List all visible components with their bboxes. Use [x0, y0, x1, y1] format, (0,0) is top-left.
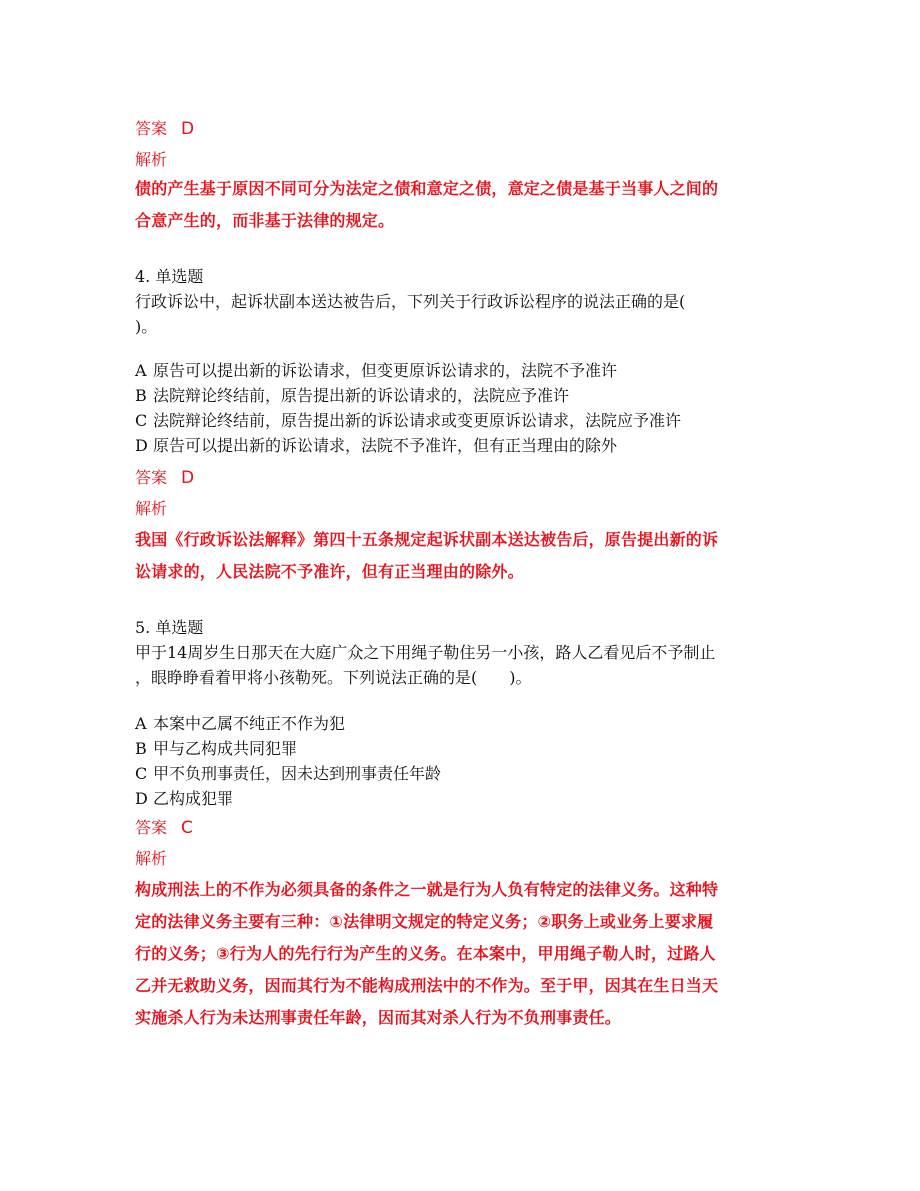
option-text: 甲不负刑事责任，因未达到刑事责任年龄	[153, 764, 442, 783]
option-a	[135, 358, 617, 381]
option-label: D	[135, 436, 148, 455]
answer-value: C	[181, 818, 193, 838]
explanation-line: 定的法律义务主要有三种：①法律明文规定的特定义务；②职务上或业务上要求履	[135, 912, 714, 931]
question-header: 4. 单选题	[135, 267, 204, 286]
question-header: 5. 单选题	[135, 618, 204, 637]
answer-value: D	[181, 119, 195, 139]
option-label: C	[135, 411, 148, 430]
explanation-line: 构成刑法上的不作为必须具备的条件之一就是行为人负有特定的法律义务。这种特	[135, 880, 719, 899]
answer-label: 答案	[135, 119, 168, 138]
option-c	[135, 761, 441, 784]
option-b	[135, 736, 297, 759]
option-d	[135, 433, 617, 456]
option-text: 乙构成犯罪	[153, 789, 234, 808]
question-stem-line: ，眼睁睁看着甲将小孩勒死。下列说法正确的是( )。	[135, 668, 532, 687]
analysis-label: 解析	[135, 849, 168, 868]
option-b	[135, 383, 569, 406]
option-c	[135, 408, 681, 431]
option-text: 原告可以提出新的诉讼请求，法院不予准许，但有正当理由的除外	[153, 436, 618, 455]
option-text: 法院辩论终结前，原告提出新的诉讼请求的，法院应予准许	[153, 386, 570, 405]
explanation-line: 债的产生基于原因不同可分为法定之债和意定之债，意定之债是基于当事人之间的	[135, 179, 719, 198]
option-label: D	[135, 789, 148, 808]
option-label: B	[135, 386, 147, 405]
option-d	[135, 786, 233, 809]
question-stem-line: 甲于14周岁生日那天在大庭广众之下用绳子勒住另一小孩，路人乙看见后不予制止	[135, 643, 716, 662]
option-label: A	[135, 361, 147, 380]
answer-label: 答案	[135, 468, 168, 487]
answer-label: 答案	[135, 818, 168, 837]
analysis-label: 解析	[135, 499, 168, 518]
answer-line	[135, 116, 194, 139]
explanation-line: 讼请求的，人民法院不予准许，但有正当理由的除外。	[135, 562, 524, 581]
option-a	[135, 711, 345, 734]
question-stem-line: 行政诉讼中，起诉状副本送达被告后，下列关于行政诉讼程序的说法正确的是(	[135, 292, 686, 311]
explanation-line: 我国《行政诉讼法解释》第四十五条规定起诉状副本送达被告后，原告提出新的诉	[135, 530, 719, 549]
option-text: 甲与乙构成共同犯罪	[153, 739, 298, 758]
question-stem-line: )。	[135, 317, 158, 336]
answer-line	[135, 815, 193, 838]
option-label: C	[135, 764, 148, 783]
option-label: B	[135, 739, 147, 758]
option-text: 法院辩论终结前，原告提出新的诉讼请求或变更原诉讼请求，法院应予准许	[153, 411, 682, 430]
explanation-line: 行的义务；③行为人的先行行为产生的义务。在本案中，甲用绳子勒人时，过路人	[135, 944, 716, 963]
option-text: 本案中乙属不纯正不作为犯	[153, 714, 346, 733]
explanation-line: 实施杀人行为未达刑事责任年龄，因而其对杀人行为不负刑事责任。	[135, 1008, 622, 1027]
option-text: 原告可以提出新的诉讼请求，但变更原诉讼请求的，法院不予准许	[153, 361, 618, 380]
answer-line	[135, 465, 194, 488]
explanation-line: 合意产生的，而非基于法律的规定。	[135, 211, 395, 230]
answer-value: D	[181, 468, 195, 488]
explanation-line: 乙并无救助义务，因而其行为不能构成刑法中的不作为。至于甲，因其在生日当天	[135, 976, 719, 995]
option-label: A	[135, 714, 147, 733]
analysis-label: 解析	[135, 150, 168, 169]
